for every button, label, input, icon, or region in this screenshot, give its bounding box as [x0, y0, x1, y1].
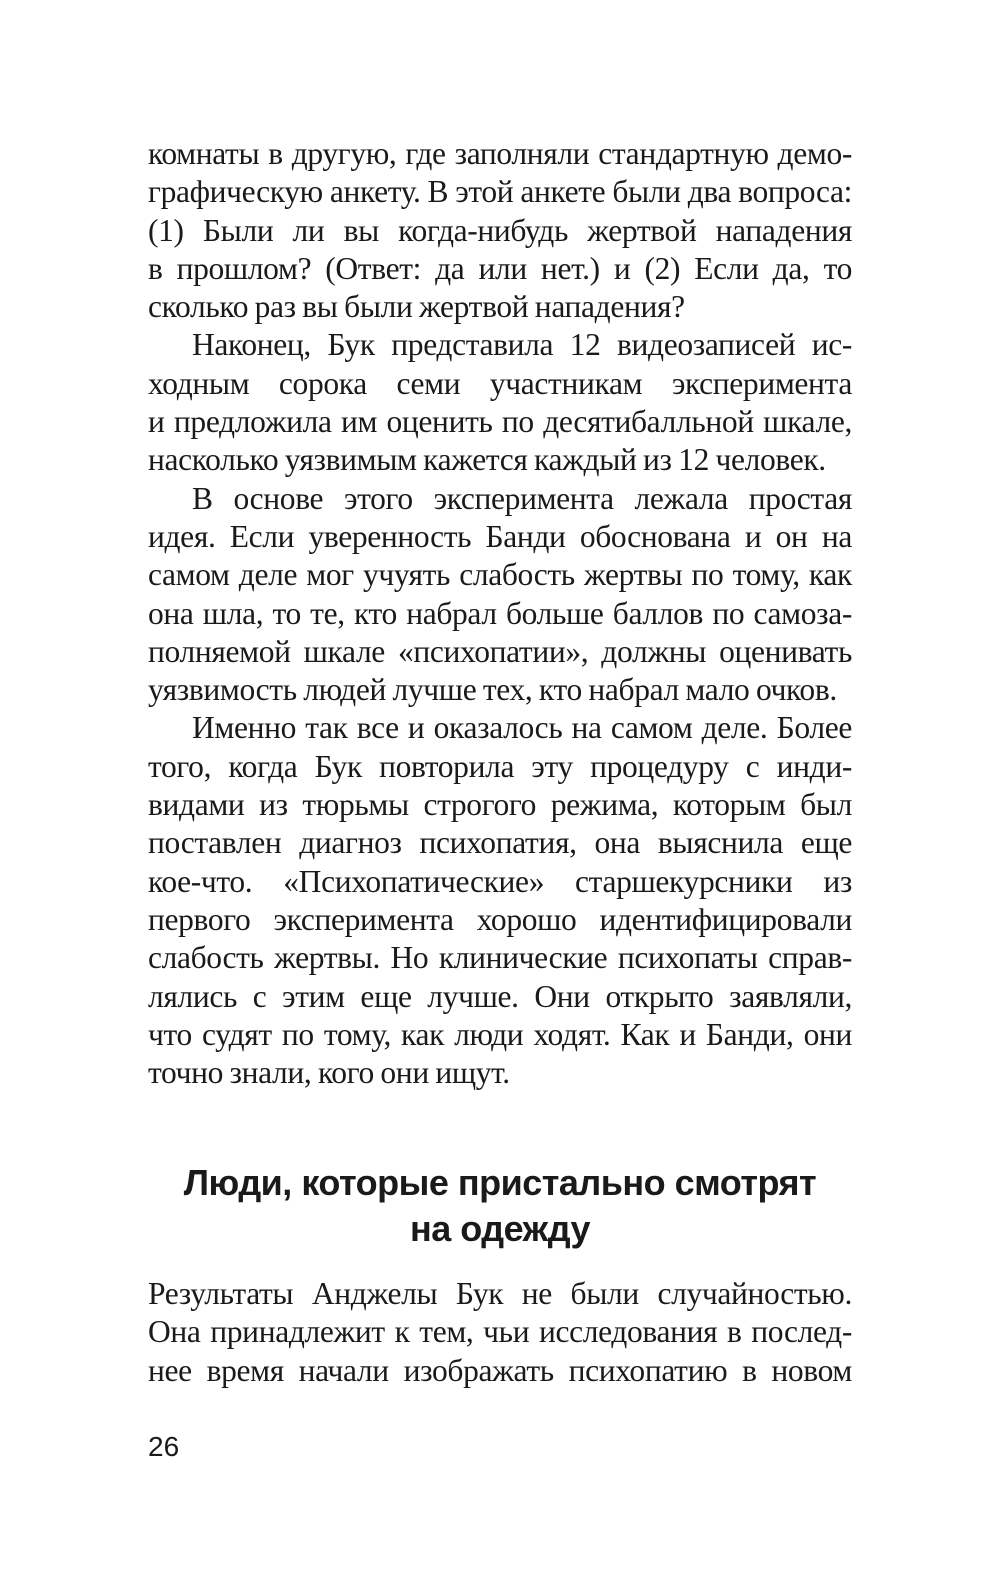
body-text-bottom: [148, 1275, 852, 1390]
text-line: Она принадлежит к тем, чьи исследования в послед-: [148, 1314, 852, 1350]
text-line: ходным сорока семи участникам эксперимента: [148, 365, 852, 401]
text-line: самом деле мог учуять слабость жертвы по тому, как: [148, 557, 852, 593]
body-text-top: [148, 135, 852, 1092]
text-line: слабость жертвы. Но клинические психопаты справ-: [148, 940, 852, 976]
text-line: кое-что. «Психопатические» старшекурсники из: [148, 863, 852, 899]
section-heading-line: на одежду: [409, 1208, 591, 1249]
page-number: 26: [148, 1431, 180, 1462]
text-line: нее время начали изображать психопатию в новом: [148, 1352, 852, 1388]
text-line: графическую анкету. В этой анкете были два вопроса:: [148, 174, 852, 210]
text-line: и предложила им оценить по десятибалльной шкале,: [148, 404, 852, 440]
text-line: комнаты в другую, где заполняли стандартную демо-: [148, 136, 852, 171]
text-line: полняемой шкале «психопатии», должны оценивать: [148, 633, 852, 669]
text-line: поставлен диагноз психопатия, она выяснила еще: [148, 825, 852, 861]
text-line: насколько уязвимым кажется каждый из 12 человек.: [148, 442, 826, 478]
text-line: что судят по тому, как люди ходят. Как и Банди, они: [148, 1016, 852, 1052]
text-line: того, когда Бук повторила эту процедуру с инди-: [148, 748, 852, 784]
text-line: в прошлом? (Ответ: да или нет.) и (2) Если да, то: [148, 250, 852, 286]
text-line: Наконец, Бук представила 12 видеозаписей ис-: [192, 327, 852, 363]
text-line: сколько раз вы были жертвой нападения?: [148, 289, 685, 325]
text-line: Результаты Анджелы Бук не были случайностью.: [148, 1276, 852, 1311]
text-line: уязвимость людей лучше тех, кто набрал мало очков.: [148, 672, 837, 708]
text-line: (1) Были ли вы когда-нибудь жертвой нападения: [148, 212, 852, 248]
text-line: Именно так все и оказалось на самом деле. Более: [192, 710, 852, 746]
text-line: В основе этого эксперимента лежала простая: [192, 480, 852, 516]
text-line: точно знали, кого они ищут.: [148, 1055, 510, 1091]
section-heading: [100, 1160, 900, 1252]
text-line: видами из тюрьмы строгого режима, которым был: [148, 787, 852, 823]
text-line: лялись с этим еще лучше. Они открыто заявляли,: [148, 978, 852, 1014]
text-line: первого эксперимента хорошо идентифицировали: [148, 901, 852, 937]
text-line: идея. Если уверенность Банди обоснована и он на: [148, 518, 852, 554]
text-line: она шла, то те, кто набрал больше баллов по самоза-: [148, 595, 852, 631]
section-heading-line: Люди, которые пристально смотрят: [183, 1162, 817, 1203]
